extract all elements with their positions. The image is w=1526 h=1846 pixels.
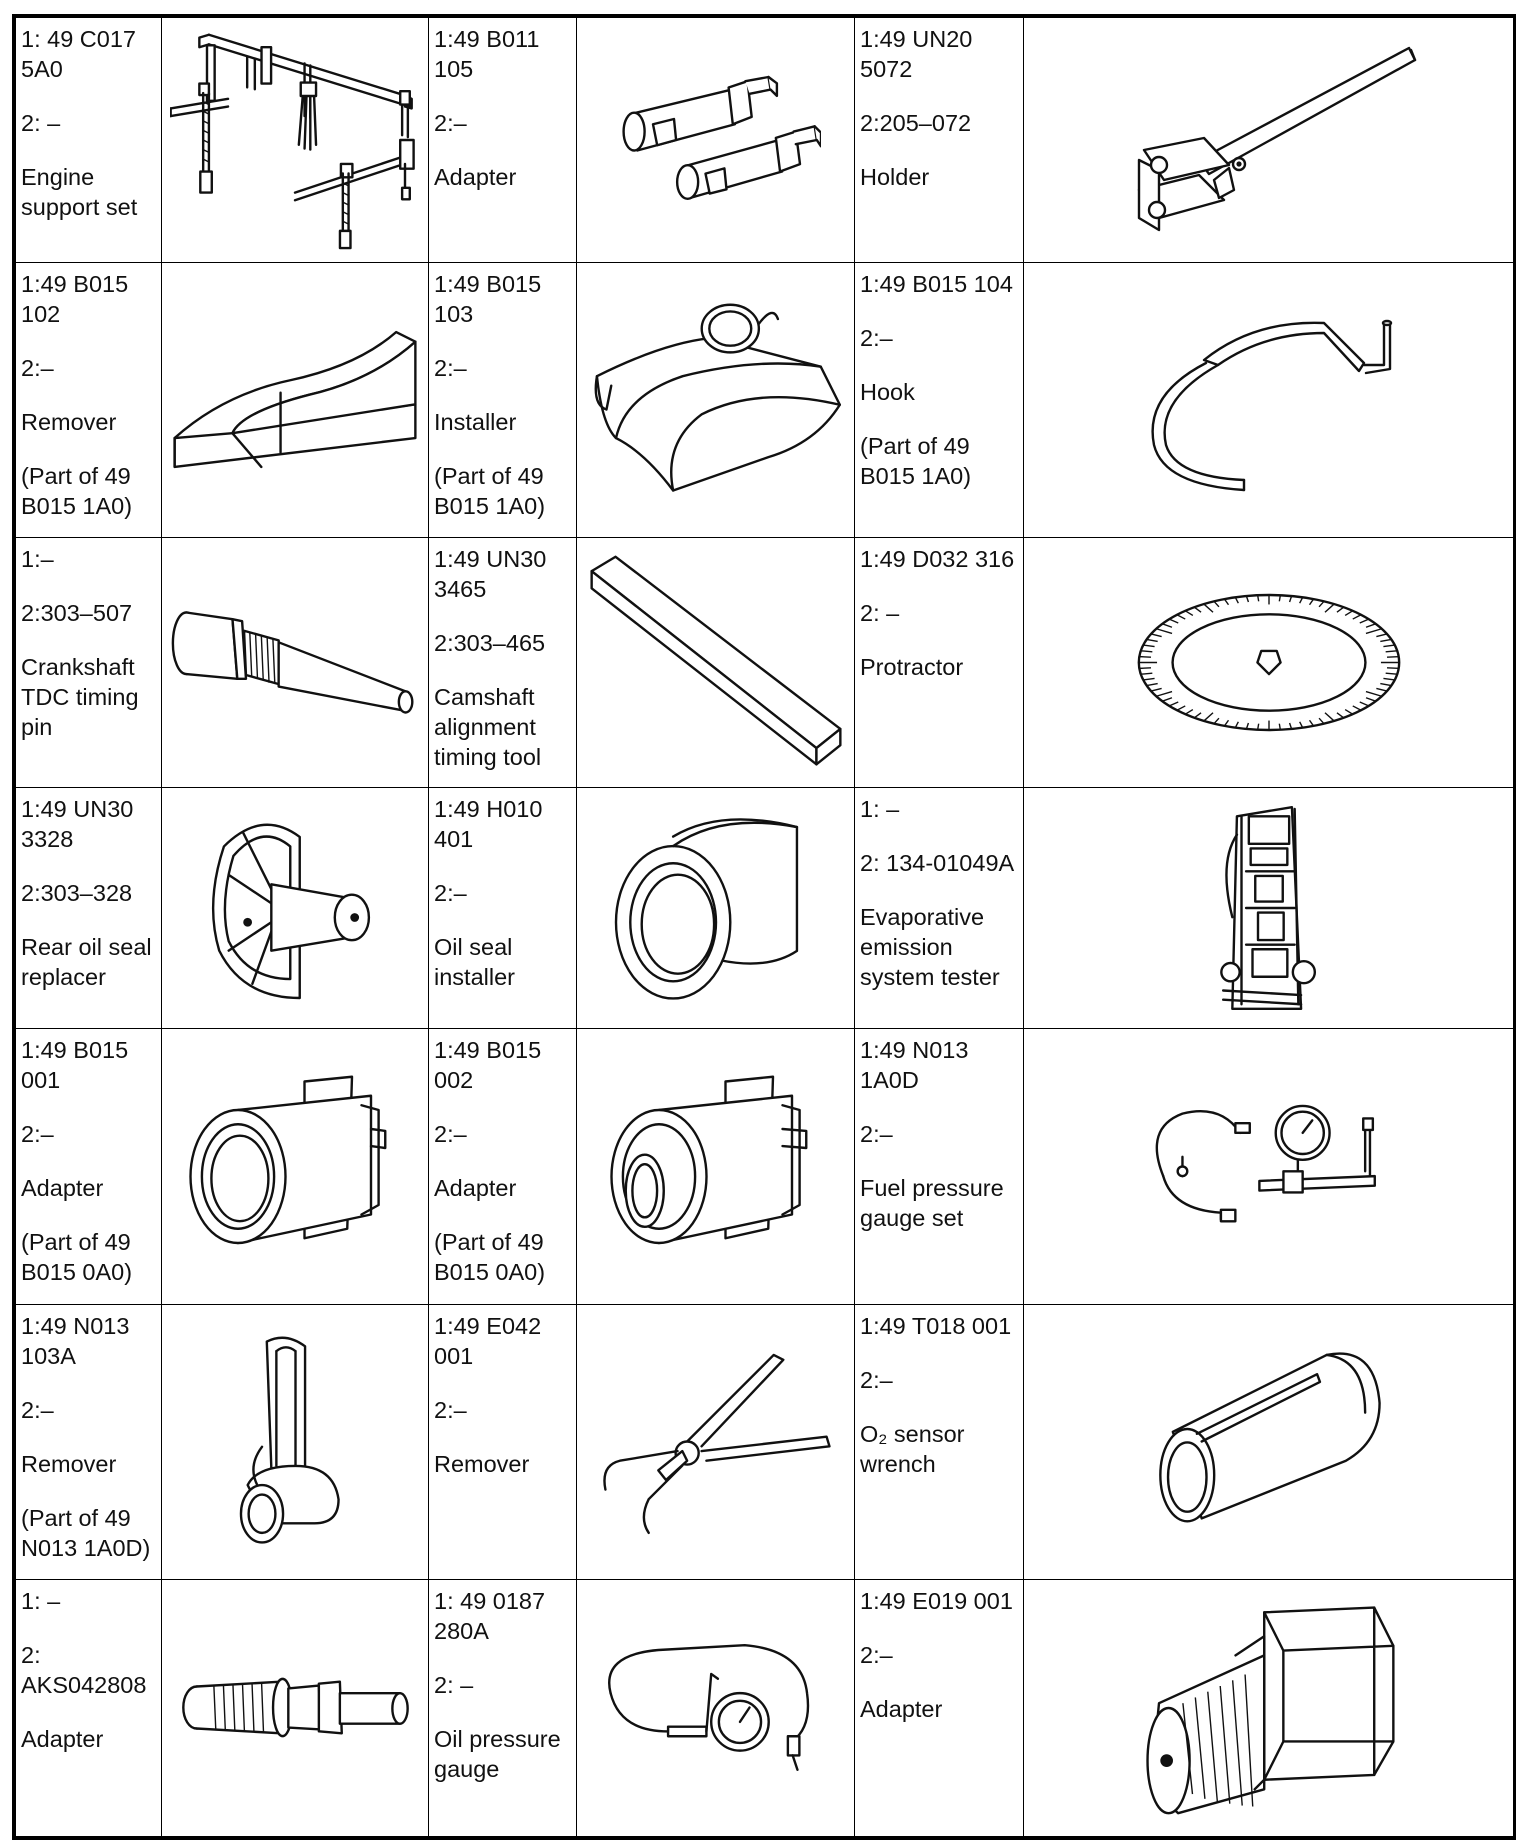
- alternate-number: 2:303–328: [21, 879, 133, 906]
- alternate-number: 2:–: [21, 354, 54, 381]
- tool-description-cell: [429, 262, 577, 537]
- tool-description-cell: [429, 537, 577, 787]
- tool-name: (Part of 49 B015 0A0): [434, 1229, 551, 1286]
- tool-name: (Part of 49 B015 1A0): [434, 462, 551, 519]
- tool-description-cell: [16, 1579, 162, 1836]
- tool-description-cell: [16, 537, 162, 787]
- alternate-number: 2:–: [860, 1366, 893, 1393]
- table-row: [16, 1304, 1514, 1579]
- tool-description-cell: [16, 1304, 162, 1579]
- tool-illustration-cell: [577, 787, 855, 1029]
- tool-illustration-cell: [1024, 262, 1514, 537]
- tool-illustration-cell: [577, 1029, 855, 1304]
- tool-name: Adapter: [434, 164, 517, 190]
- hex-adapter-icon: [1139, 1598, 1399, 1818]
- alignment-bar-icon: [586, 552, 846, 772]
- fuel-gauge-set-icon: [1144, 1089, 1394, 1244]
- part-number: 1:49 UN20 5072: [860, 26, 979, 82]
- threaded-adapter-icon: [175, 1655, 415, 1760]
- tool-description-cell: [429, 787, 577, 1029]
- alternate-number: 2:303–507: [21, 599, 133, 626]
- tool-illustration-cell: [1024, 1579, 1514, 1836]
- tool-name: Rear oil seal replacer: [21, 933, 159, 990]
- table-row: [16, 1579, 1514, 1836]
- installer-icon: [586, 300, 846, 500]
- tool-illustration-cell: [577, 262, 855, 537]
- tool-description-cell: [16, 787, 162, 1029]
- part-number: 1:49 B015 104: [860, 270, 1013, 297]
- part-number: 1:49 H010 401: [434, 795, 549, 852]
- part-number: 1: 49 C017 5A0: [21, 26, 143, 82]
- emission-tester-cart-icon: [1214, 793, 1324, 1023]
- tool-illustration-cell: [162, 1579, 429, 1836]
- special-tools-sheet: [12, 14, 1516, 1840]
- alternate-number: 2:–: [860, 1641, 893, 1668]
- tool-name: Protractor: [860, 653, 964, 680]
- part-number: 1: –: [860, 795, 900, 822]
- tool-name: Oil seal installer: [434, 933, 519, 990]
- tool-name: Installer: [434, 408, 517, 435]
- tool-description-cell: [855, 262, 1024, 537]
- seal-installer-icon: [606, 808, 826, 1008]
- alternate-number: 2: –: [21, 110, 61, 136]
- alternate-number: 2:–: [21, 1396, 54, 1423]
- table-row: [16, 18, 1514, 263]
- part-number: 1:49 D032 316: [860, 545, 1015, 572]
- tool-name: Crankshaft TDC timing pin: [21, 653, 146, 740]
- adapter-pins-icon: [611, 65, 821, 215]
- tool-name: (Part of 49 B015 1A0): [860, 432, 977, 489]
- tool-description-cell: [429, 1029, 577, 1304]
- timing-pin-icon: [165, 600, 425, 725]
- tool-description-cell: [855, 787, 1024, 1029]
- tool-description-cell: [16, 262, 162, 537]
- part-number: 1:49 B015 103: [434, 270, 548, 327]
- hook-icon: [1134, 305, 1404, 495]
- part-number: 1:49 B011 105: [434, 26, 546, 82]
- part-number: 1:49 UN30 3328: [21, 795, 140, 852]
- alternate-number: 2:–: [434, 1121, 467, 1148]
- tool-description-cell: [429, 18, 577, 263]
- tool-name: Adapter: [21, 1175, 104, 1202]
- alternate-number: 2:–: [434, 1396, 467, 1423]
- tool-description-cell: [855, 1029, 1024, 1304]
- table-row: [16, 262, 1514, 537]
- tool-name: Adapter: [21, 1725, 104, 1752]
- part-number: 1:49 T018 001: [860, 1312, 1012, 1339]
- tool-illustration-cell: [577, 1304, 855, 1579]
- engine-support-set-icon: [170, 30, 420, 250]
- alternate-number: 2:205–072: [860, 110, 972, 136]
- alternate-number: 2:303–465: [434, 629, 546, 656]
- tool-name: (Part of 49 B015 0A0): [21, 1229, 138, 1286]
- part-number: 1:49 E019 001: [860, 1587, 1013, 1614]
- tool-name: Engine support set: [21, 164, 138, 220]
- part-number: 1:49 B015 102: [21, 270, 135, 327]
- tool-name: (Part of 49 B015 1A0): [21, 462, 138, 519]
- part-number: 1:49 N013 103A: [21, 1312, 136, 1369]
- table-row: [16, 1029, 1514, 1304]
- tool-name: Adapter: [860, 1695, 943, 1722]
- table-row: [16, 537, 1514, 787]
- part-number: 1: –: [21, 1587, 61, 1614]
- part-number: 1: 49 0187 280A: [434, 1587, 552, 1644]
- part-number: 1:49 UN30 3465: [434, 545, 553, 602]
- alternate-number: 2:–: [860, 1121, 893, 1148]
- adapter-sleeve-icon: [180, 1072, 410, 1262]
- tool-illustration-cell: [162, 1029, 429, 1304]
- adapter-sleeve-2-icon: [601, 1072, 831, 1262]
- tool-illustration-cell: [1024, 1304, 1514, 1579]
- tool-description-cell: [855, 537, 1024, 787]
- tool-illustration-cell: [162, 18, 429, 263]
- tool-name: (Part of 49 N013 1A0D): [21, 1504, 151, 1561]
- tool-illustration-cell: [1024, 537, 1514, 787]
- sensor-wrench-icon: [1144, 1344, 1394, 1539]
- alternate-number: 2: AKS042808: [21, 1641, 147, 1698]
- tool-name: Holder: [860, 164, 930, 190]
- part-number: 1:49 B015 001: [21, 1037, 135, 1094]
- tool-illustration-cell: [162, 262, 429, 537]
- tool-description-cell: [429, 1304, 577, 1579]
- tool-illustration-cell: [577, 537, 855, 787]
- alternate-number: 2:–: [860, 324, 893, 351]
- tools-table: [15, 17, 1514, 1837]
- part-number: 1:49 N013 1A0D: [860, 1037, 975, 1094]
- alternate-number: 2:–: [434, 110, 467, 136]
- alternate-number: 2:–: [21, 1121, 54, 1148]
- alternate-number: 2: –: [434, 1671, 474, 1698]
- protractor-icon: [1134, 585, 1404, 740]
- tool-illustration-cell: [162, 537, 429, 787]
- tool-description-cell: [429, 1579, 577, 1836]
- tool-name: Remover: [21, 1450, 117, 1477]
- tool-name: Hook: [860, 378, 915, 405]
- tool-name: Camshaft alignment timing tool: [434, 683, 543, 770]
- tool-name: Oil pressure gauge: [434, 1725, 568, 1782]
- part-number: 1:–: [21, 545, 54, 572]
- tool-name: Adapter: [434, 1175, 517, 1202]
- tool-illustration-cell: [162, 1304, 429, 1579]
- pliers-icon: [591, 1344, 841, 1539]
- part-number: 1:49 E042 001: [434, 1312, 548, 1369]
- holder-icon: [1119, 40, 1419, 240]
- alternate-number: 2: 134-01049A: [860, 849, 1015, 876]
- remover-block-icon: [165, 327, 425, 472]
- tool-illustration-cell: [1024, 1029, 1514, 1304]
- tool-description-cell: [16, 18, 162, 263]
- tool-description-cell: [855, 1579, 1024, 1836]
- tool-description-cell: [16, 1029, 162, 1304]
- tool-illustration-cell: [577, 1579, 855, 1836]
- part-number: 1:49 B015 002: [434, 1037, 548, 1094]
- tool-name: Evaporative emission system tester: [860, 903, 1000, 990]
- tool-description-cell: [855, 18, 1024, 263]
- tool-illustration-cell: [162, 787, 429, 1029]
- seal-replacer-icon: [205, 808, 385, 1008]
- tool-illustration-cell: [577, 18, 855, 263]
- tool-name: O₂ sensor wrench: [860, 1420, 971, 1477]
- alternate-number: 2:–: [434, 354, 467, 381]
- tool-illustration-cell: [1024, 787, 1514, 1029]
- remover-tool-icon: [238, 1332, 353, 1552]
- table-row: [16, 787, 1514, 1029]
- tool-illustration-cell: [1024, 18, 1514, 263]
- alternate-number: 2:–: [434, 879, 467, 906]
- tool-name: Fuel pressure gauge set: [860, 1175, 1011, 1232]
- tool-name: Remover: [21, 408, 117, 435]
- tool-name: Remover: [434, 1450, 530, 1477]
- alternate-number: 2: –: [860, 599, 900, 626]
- oil-gauge-icon: [601, 1635, 831, 1780]
- tool-description-cell: [855, 1304, 1024, 1579]
